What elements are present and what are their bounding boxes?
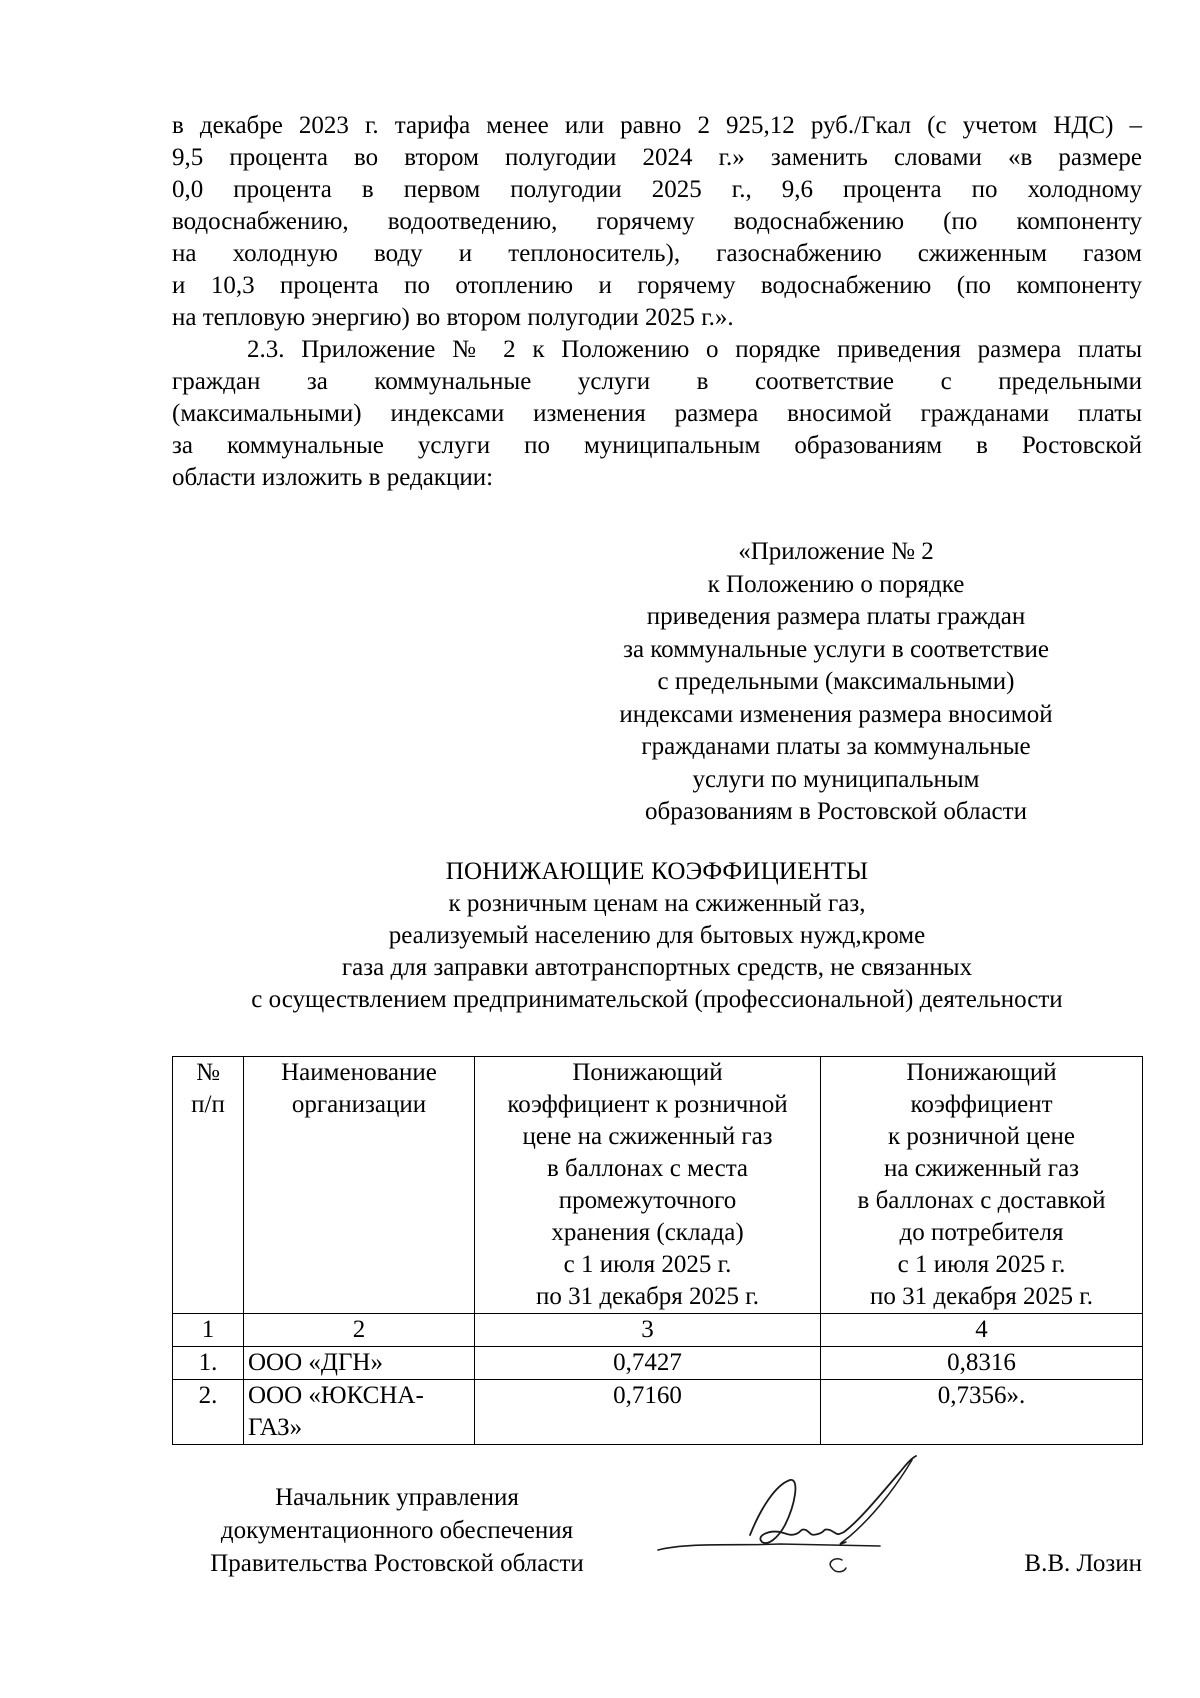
header-line: п/п [191, 1091, 225, 1118]
paragraph-line: и 10,3 процента по отоплению и горячему водоснабжению (по компоненту [172, 272, 1142, 299]
title-heading: ПОНИЖАЮЩИЕ КОЭФФИЦИЕНТЫ [445, 858, 869, 885]
appendix-line: гражданами платы за коммунальные [641, 733, 1031, 760]
column-number-cell: 4 [821, 1314, 1143, 1347]
row-organization-cell: ООО «ДГН» [244, 1347, 475, 1380]
header-line: до потребителя [899, 1219, 1064, 1246]
header-line: в баллонах с доставкой [857, 1187, 1106, 1214]
row-coef-storage-cell: 0,7427 [475, 1347, 821, 1380]
table-row [173, 1380, 1143, 1445]
header-line: по 31 декабря 2025 г. [870, 1283, 1093, 1310]
column-number-cell: 1 [173, 1314, 244, 1347]
title-line: к розничным ценам на сжиженный газ, [448, 890, 866, 917]
row-coef-storage-cell: 0,7160 [475, 1380, 821, 1445]
header-line: Наименование [281, 1059, 437, 1086]
appendix-header [600, 536, 1072, 829]
header-line: с 1 июля 2025 г. [897, 1251, 1066, 1278]
row-organization-cell: ООО «ЮКСНА-ГАЗ» [244, 1380, 475, 1445]
paragraph-line: 0,0 процента в первом полугодии 2025 г., 9,6 процента по холодному [172, 176, 1142, 203]
header-line: хранения (склада) [551, 1219, 744, 1246]
table-row [173, 1347, 1143, 1380]
row-coef-delivery-cell: 0,8316 [821, 1347, 1143, 1380]
column-number-cell: 3 [475, 1314, 821, 1347]
paragraph-line: на тепловую энергию) во втором полугодии 2025 г.». [172, 304, 734, 331]
header-line: организации [291, 1091, 427, 1118]
column-number-cell: 2 [244, 1314, 475, 1347]
paragraph-line: в декабре 2023 г. тарифа менее или равно 2 925,12 руб./Гкал (с учетом НДС) – [172, 112, 1142, 139]
paragraph-amendment-text [172, 110, 1142, 334]
header-cell-coef-storage [475, 1057, 821, 1314]
header-line: Понижающий [572, 1059, 723, 1086]
header-cell-number [173, 1057, 244, 1314]
table-column-number-row [173, 1314, 1143, 1347]
title-line: газа для заправки автотранспортных средств, не связанных [341, 954, 973, 981]
header-line: к розничной цене [887, 1123, 1076, 1150]
header-line: с 1 июля 2025 г. [563, 1251, 732, 1278]
signer-name: В.В. Лозин [1024, 1550, 1142, 1577]
header-line: коэффициент к розничной [507, 1091, 788, 1118]
title-line: реализуемый населению для бытовых нужд,кроме [388, 922, 926, 949]
paragraph-line: граждан за коммунальные услуги в соответствие с предельными [172, 368, 1142, 395]
title-line: с осуществлением предпринимательской (профессиональной) деятельности [251, 986, 1063, 1013]
signer-position-line: документационного обеспечения [220, 1517, 574, 1544]
signer-position-line: Правительства Ростовской области [210, 1550, 584, 1577]
signer-position [172, 1481, 622, 1580]
paragraph-line: 9,5 процента во втором полугодии 2024 г.» заменить словами «в размере [172, 144, 1142, 171]
row-coef-delivery-cell: 0,7356». [821, 1380, 1143, 1445]
paragraph-line: на холодную воду и теплоноситель), газоснабжению сжиженным газом [172, 240, 1142, 267]
appendix-line: образованиям в Ростовской области [645, 798, 1027, 825]
appendix-line: услуги по муниципальным [692, 765, 980, 793]
header-line: Понижающий [906, 1059, 1057, 1086]
appendix-line: к Положению о порядке [707, 570, 965, 598]
signer-position-line: Начальник управления [275, 1484, 519, 1511]
table-header-row [173, 1057, 1143, 1314]
paragraph-line: (максимальными) индексами изменения размера вносимой гражданами платы [172, 400, 1142, 427]
header-line: промежуточного [558, 1187, 737, 1214]
paragraph-line: за коммунальные услуги по муниципальным образованиям в Ростовской [172, 432, 1142, 459]
paragraph-line: 2.3. Приложение № 2 к Положению о порядке приведения размера платы [247, 336, 1142, 363]
appendix-line: за коммунальные услуги в соответствие [623, 635, 1049, 663]
paragraph-section-2-3 [172, 334, 1142, 494]
header-line: в баллонах с места [546, 1155, 749, 1182]
row-number-cell: 2. [173, 1380, 244, 1445]
paragraph-line: области изложить в редакции: [172, 464, 494, 491]
handwritten-signature [650, 1450, 990, 1590]
paragraph-line: водоснабжению, водоотведению, горячему водоснабжению (по компоненту [172, 208, 1142, 235]
appendix-line: с предельными (максимальными) [657, 668, 1015, 695]
header-cell-coef-delivery [821, 1057, 1143, 1314]
header-line: коэффициент [910, 1091, 1053, 1118]
header-line: на сжиженный газ [884, 1155, 1079, 1182]
appendix-line: индексами изменения размера вносимой [619, 700, 1053, 728]
coefficients-table [172, 1056, 1143, 1445]
document-page [172, 110, 1142, 494]
header-cell-organization [244, 1057, 475, 1314]
row-number-cell: 1. [173, 1347, 244, 1380]
appendix-line: приведения размера платы граждан [646, 603, 1026, 630]
header-line: цене на сжиженный газ [522, 1123, 773, 1150]
document-title [172, 856, 1142, 1016]
appendix-line: «Приложение № 2 [738, 538, 934, 565]
header-line: № [196, 1059, 220, 1086]
header-line: по 31 декабря 2025 г. [536, 1283, 759, 1310]
